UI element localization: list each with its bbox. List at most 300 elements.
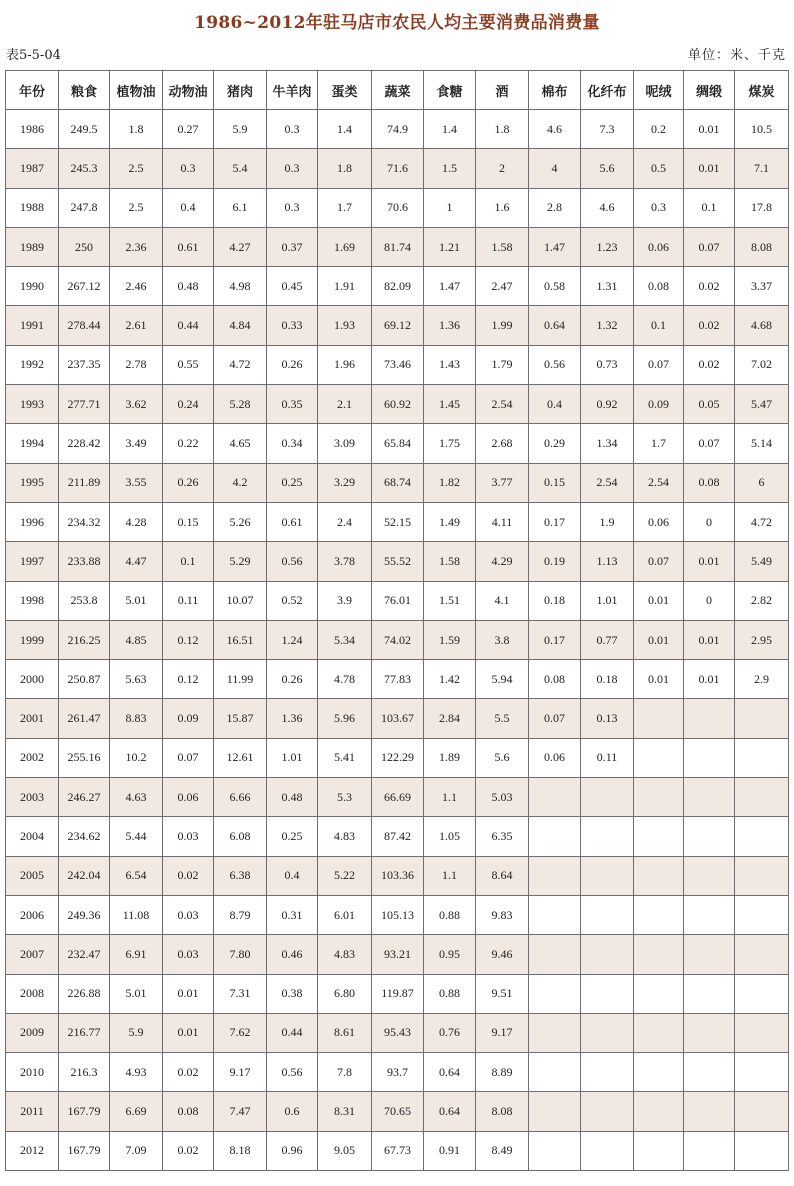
table-cell: 7.47 — [214, 1092, 267, 1131]
table-cell: 0.58 — [529, 267, 581, 306]
table-cell: 1.58 — [476, 227, 529, 266]
year-cell: 1991 — [6, 306, 59, 345]
table-cell — [735, 1053, 789, 1092]
table-cell: 95.43 — [372, 1013, 424, 1052]
table-cell: 1.31 — [581, 267, 634, 306]
table-cell — [634, 1092, 684, 1131]
table-row — [6, 778, 789, 817]
table-cell: 0.37 — [267, 227, 318, 266]
table-cell: 216.3 — [59, 1053, 110, 1092]
table-cell: 0.01 — [684, 542, 735, 581]
table-cell: 4.72 — [214, 345, 267, 384]
table-cell: 4.27 — [214, 227, 267, 266]
table-cell: 0.35 — [267, 385, 318, 424]
table-cell: 0.01 — [684, 149, 735, 188]
table-cell — [634, 738, 684, 777]
table-cell: 237.35 — [59, 345, 110, 384]
table-cell — [684, 699, 735, 738]
table-cell: 76.01 — [372, 581, 424, 620]
table-cell — [529, 1092, 581, 1131]
table-cell — [634, 1013, 684, 1052]
table-cell: 0.3 — [163, 149, 214, 188]
table-cell: 8.08 — [735, 227, 789, 266]
table-cell: 2 — [476, 149, 529, 188]
table-cell: 0.09 — [634, 385, 684, 424]
table-cell: 0.11 — [581, 738, 634, 777]
table-cell: 69.12 — [372, 306, 424, 345]
year-cell: 1989 — [6, 227, 59, 266]
table-cell: 0.06 — [529, 738, 581, 777]
table-cell: 2.46 — [110, 267, 163, 306]
table-cell: 0.15 — [529, 463, 581, 502]
table-cell: 0.1 — [684, 188, 735, 227]
table-cell: 0.06 — [634, 227, 684, 266]
table-cell: 2.78 — [110, 345, 163, 384]
column-header: 棉布 — [529, 71, 581, 110]
table-cell: 1.45 — [424, 385, 476, 424]
table-cell: 5.49 — [735, 542, 789, 581]
table-cell: 73.46 — [372, 345, 424, 384]
table-cell: 1.59 — [424, 620, 476, 659]
table-cell: 0.4 — [163, 188, 214, 227]
table-cell: 0.88 — [424, 895, 476, 934]
table-cell: 1.21 — [424, 227, 476, 266]
header-row — [6, 71, 789, 110]
table-cell — [735, 856, 789, 895]
table-cell: 6.69 — [110, 1092, 163, 1131]
table-cell: 3.8 — [476, 620, 529, 659]
table-cell: 1.24 — [267, 620, 318, 659]
column-header: 植物油 — [110, 71, 163, 110]
table-cell: 0.06 — [634, 502, 684, 541]
table-cell: 0.01 — [634, 660, 684, 699]
table-cell: 255.16 — [59, 738, 110, 777]
table-cell: 0 — [684, 581, 735, 620]
table-cell: 74.9 — [372, 110, 424, 149]
table-cell: 249.36 — [59, 895, 110, 934]
table-cell: 8.83 — [110, 699, 163, 738]
year-cell: 1996 — [6, 502, 59, 541]
table-cell: 0.01 — [163, 974, 214, 1013]
table-cell: 249.5 — [59, 110, 110, 149]
column-header: 化纤布 — [581, 71, 634, 110]
table-cell — [634, 1053, 684, 1092]
table-cell — [684, 974, 735, 1013]
table-cell: 0.5 — [634, 149, 684, 188]
table-cell: 6.01 — [318, 895, 372, 934]
table-cell: 6.91 — [110, 935, 163, 974]
table-cell: 0.07 — [634, 345, 684, 384]
column-header: 蛋类 — [318, 71, 372, 110]
table-cell: 5.47 — [735, 385, 789, 424]
year-cell: 1986 — [6, 110, 59, 149]
table-cell: 67.73 — [372, 1131, 424, 1170]
page-title: 1986~2012年驻马店市农民人均主要消费品消费量 — [194, 13, 600, 33]
column-header: 蔬菜 — [372, 71, 424, 110]
table-cell: 1.99 — [476, 306, 529, 345]
table-cell: 55.52 — [372, 542, 424, 581]
table-cell: 1.79 — [476, 345, 529, 384]
table-cell: 7.3 — [581, 110, 634, 149]
table-cell — [735, 1013, 789, 1052]
table-cell: 0.4 — [267, 856, 318, 895]
table-cell — [581, 856, 634, 895]
table-cell: 1.91 — [318, 267, 372, 306]
table-cell: 0.01 — [163, 1013, 214, 1052]
table-cell: 9.46 — [476, 935, 529, 974]
table-cell: 0.18 — [529, 581, 581, 620]
table-cell: 0.19 — [529, 542, 581, 581]
year-cell: 2002 — [6, 738, 59, 777]
table-cell: 1.93 — [318, 306, 372, 345]
table-cell: 3.49 — [110, 424, 163, 463]
table-cell: 8.31 — [318, 1092, 372, 1131]
table-cell: 5.6 — [581, 149, 634, 188]
table-cell: 0.1 — [634, 306, 684, 345]
table-cell: 0.91 — [424, 1131, 476, 1170]
table-cell: 0.48 — [267, 778, 318, 817]
table-cell: 3.55 — [110, 463, 163, 502]
table-cell: 5.44 — [110, 817, 163, 856]
table-row — [6, 817, 789, 856]
table-cell: 1.36 — [267, 699, 318, 738]
table-cell: 0.64 — [424, 1092, 476, 1131]
table-cell: 5.5 — [476, 699, 529, 738]
table-cell: 0.08 — [684, 463, 735, 502]
table-cell: 1.8 — [476, 110, 529, 149]
table-cell: 0.02 — [163, 1053, 214, 1092]
table-cell: 70.6 — [372, 188, 424, 227]
table-body — [6, 110, 789, 1171]
table-cell: 0.09 — [163, 699, 214, 738]
table-cell: 1.47 — [529, 227, 581, 266]
table-row — [6, 306, 789, 345]
table-cell: 4.84 — [214, 306, 267, 345]
table-cell: 234.32 — [59, 502, 110, 541]
table-cell: 1.47 — [424, 267, 476, 306]
table-cell: 4.72 — [735, 502, 789, 541]
table-cell: 0.02 — [684, 306, 735, 345]
table-cell: 6 — [735, 463, 789, 502]
table-cell: 277.71 — [59, 385, 110, 424]
table-cell: 1.01 — [581, 581, 634, 620]
table-cell: 0.06 — [163, 778, 214, 817]
table-cell: 246.27 — [59, 778, 110, 817]
column-header: 猪肉 — [214, 71, 267, 110]
table-cell: 103.36 — [372, 856, 424, 895]
table-cell — [581, 1013, 634, 1052]
table-cell: 17.8 — [735, 188, 789, 227]
table-cell: 0.02 — [163, 856, 214, 895]
table-cell — [684, 856, 735, 895]
table-cell: 1.8 — [110, 110, 163, 149]
table-cell: 0.01 — [684, 620, 735, 659]
table-cell: 2.61 — [110, 306, 163, 345]
table-cell: 4.28 — [110, 502, 163, 541]
table-cell: 66.69 — [372, 778, 424, 817]
table-cell: 0.88 — [424, 974, 476, 1013]
table-cell: 4.1 — [476, 581, 529, 620]
table-cell: 0.3 — [634, 188, 684, 227]
table-row — [6, 502, 789, 541]
table-cell: 0.55 — [163, 345, 214, 384]
year-cell: 2010 — [6, 1053, 59, 1092]
table-cell: 5.6 — [476, 738, 529, 777]
table-cell: 253.8 — [59, 581, 110, 620]
table-cell: 0.64 — [424, 1053, 476, 1092]
table-cell: 234.62 — [59, 817, 110, 856]
table-cell: 0.01 — [634, 581, 684, 620]
table-cell: 0.25 — [267, 463, 318, 502]
year-cell: 2000 — [6, 660, 59, 699]
table-cell: 5.03 — [476, 778, 529, 817]
table-cell: 1.34 — [581, 424, 634, 463]
table-cell: 4.63 — [110, 778, 163, 817]
table-cell: 4.78 — [318, 660, 372, 699]
table-row — [6, 1053, 789, 1092]
table-cell — [634, 856, 684, 895]
table-row — [6, 385, 789, 424]
table-cell — [735, 935, 789, 974]
table-cell — [581, 1092, 634, 1131]
table-row — [6, 110, 789, 149]
column-header: 食糖 — [424, 71, 476, 110]
table-cell — [529, 1131, 581, 1170]
table-cell: 4.83 — [318, 935, 372, 974]
year-cell: 2012 — [6, 1131, 59, 1170]
table-cell — [581, 1053, 634, 1092]
table-row — [6, 542, 789, 581]
table-cell — [581, 895, 634, 934]
table-cell — [581, 974, 634, 1013]
table-row — [6, 699, 789, 738]
table-cell: 8.61 — [318, 1013, 372, 1052]
table-cell: 0.02 — [163, 1131, 214, 1170]
table-cell — [634, 699, 684, 738]
table-cell: 0.45 — [267, 267, 318, 306]
table-cell: 167.79 — [59, 1092, 110, 1131]
table-cell: 0.44 — [267, 1013, 318, 1052]
table-cell: 6.35 — [476, 817, 529, 856]
table-cell: 93.7 — [372, 1053, 424, 1092]
table-cell: 0.25 — [267, 817, 318, 856]
table-cell: 0.03 — [163, 895, 214, 934]
table-cell: 103.67 — [372, 699, 424, 738]
table-cell: 10.5 — [735, 110, 789, 149]
table-cell: 1.13 — [581, 542, 634, 581]
table-row — [6, 424, 789, 463]
table-cell: 5.01 — [110, 974, 163, 1013]
table-cell — [735, 895, 789, 934]
table-cell: 1.7 — [634, 424, 684, 463]
table-cell: 0.56 — [267, 1053, 318, 1092]
table-cell: 82.09 — [372, 267, 424, 306]
table-cell: 0.77 — [581, 620, 634, 659]
table-cell: 68.74 — [372, 463, 424, 502]
year-cell: 2004 — [6, 817, 59, 856]
table-row — [6, 895, 789, 934]
table-cell: 0.02 — [684, 267, 735, 306]
table-cell: 228.42 — [59, 424, 110, 463]
table-cell: 0.01 — [634, 620, 684, 659]
table-cell: 2.8 — [529, 188, 581, 227]
column-header: 年份 — [6, 71, 59, 110]
table-cell: 8.79 — [214, 895, 267, 934]
table-cell: 1.8 — [318, 149, 372, 188]
table-cell — [735, 738, 789, 777]
table-cell: 1.49 — [424, 502, 476, 541]
table-cell: 0 — [684, 502, 735, 541]
table-row — [6, 856, 789, 895]
table-cell: 1.4 — [424, 110, 476, 149]
table-cell — [634, 817, 684, 856]
table-cell: 250 — [59, 227, 110, 266]
year-cell: 1993 — [6, 385, 59, 424]
table-cell: 122.29 — [372, 738, 424, 777]
column-header: 动物油 — [163, 71, 214, 110]
table-cell: 1.69 — [318, 227, 372, 266]
table-cell: 5.3 — [318, 778, 372, 817]
table-row — [6, 188, 789, 227]
year-cell: 1994 — [6, 424, 59, 463]
table-row — [6, 1131, 789, 1170]
table-cell: 5.9 — [214, 110, 267, 149]
table-id: 表5-5-04 — [6, 48, 61, 63]
table-cell — [581, 778, 634, 817]
table-cell: 10.2 — [110, 738, 163, 777]
table-cell: 11.08 — [110, 895, 163, 934]
table-cell: 1.36 — [424, 306, 476, 345]
table-cell: 2.95 — [735, 620, 789, 659]
table-cell — [634, 974, 684, 1013]
table-row — [6, 1013, 789, 1052]
table-cell: 0.02 — [684, 345, 735, 384]
year-cell: 2001 — [6, 699, 59, 738]
table-cell: 242.04 — [59, 856, 110, 895]
table-cell: 7.62 — [214, 1013, 267, 1052]
table-row — [6, 149, 789, 188]
table-cell: 0.29 — [529, 424, 581, 463]
table-cell: 2.54 — [634, 463, 684, 502]
table-cell: 6.66 — [214, 778, 267, 817]
year-cell: 2006 — [6, 895, 59, 934]
table-cell: 7.09 — [110, 1131, 163, 1170]
table-cell — [581, 935, 634, 974]
table-cell — [634, 778, 684, 817]
table-cell: 0.64 — [529, 306, 581, 345]
table-cell: 4.2 — [214, 463, 267, 502]
table-cell: 3.09 — [318, 424, 372, 463]
year-cell: 2009 — [6, 1013, 59, 1052]
table-cell: 2.68 — [476, 424, 529, 463]
table-cell: 0.96 — [267, 1131, 318, 1170]
table-cell: 4.47 — [110, 542, 163, 581]
table-cell: 216.25 — [59, 620, 110, 659]
table-cell — [684, 817, 735, 856]
table-cell — [529, 974, 581, 1013]
table-cell: 0.07 — [163, 738, 214, 777]
table-cell: 9.17 — [476, 1013, 529, 1052]
table-cell: 0.08 — [634, 267, 684, 306]
year-cell: 1999 — [6, 620, 59, 659]
table-cell: 0.11 — [163, 581, 214, 620]
table-cell: 278.44 — [59, 306, 110, 345]
table-cell: 167.79 — [59, 1131, 110, 1170]
table-cell: 216.77 — [59, 1013, 110, 1052]
table-cell: 7.02 — [735, 345, 789, 384]
table-cell: 3.9 — [318, 581, 372, 620]
table-cell: 6.38 — [214, 856, 267, 895]
table-cell: 0.4 — [529, 385, 581, 424]
table-cell: 1.32 — [581, 306, 634, 345]
table-row — [6, 974, 789, 1013]
table-cell: 4 — [529, 149, 581, 188]
table-cell: 2.84 — [424, 699, 476, 738]
table-cell: 1.89 — [424, 738, 476, 777]
table-cell: 0.3 — [267, 110, 318, 149]
table-cell: 1.43 — [424, 345, 476, 384]
table-cell: 3.78 — [318, 542, 372, 581]
table-cell: 233.88 — [59, 542, 110, 581]
table-cell: 1.42 — [424, 660, 476, 699]
table-cell: 0.01 — [684, 660, 735, 699]
year-cell: 1997 — [6, 542, 59, 581]
table-cell — [735, 778, 789, 817]
table-cell: 0.12 — [163, 620, 214, 659]
table-cell: 4.65 — [214, 424, 267, 463]
table-cell: 0.33 — [267, 306, 318, 345]
table-cell: 65.84 — [372, 424, 424, 463]
table-cell — [529, 817, 581, 856]
table-row — [6, 935, 789, 974]
column-header: 呢绒 — [634, 71, 684, 110]
table-cell: 0.1 — [163, 542, 214, 581]
table-cell: 119.87 — [372, 974, 424, 1013]
table-row — [6, 345, 789, 384]
table-cell — [735, 817, 789, 856]
table-cell — [684, 738, 735, 777]
table-cell: 81.74 — [372, 227, 424, 266]
table-cell: 6.1 — [214, 188, 267, 227]
table-cell: 1.01 — [267, 738, 318, 777]
table-cell: 4.11 — [476, 502, 529, 541]
table-cell: 4.68 — [735, 306, 789, 345]
table-cell: 0.61 — [163, 227, 214, 266]
table-cell — [684, 1053, 735, 1092]
table-cell: 11.99 — [214, 660, 267, 699]
table-cell: 5.01 — [110, 581, 163, 620]
year-cell: 2007 — [6, 935, 59, 974]
table-cell: 87.42 — [372, 817, 424, 856]
table-cell — [634, 1131, 684, 1170]
table-cell — [684, 778, 735, 817]
table-cell: 3.29 — [318, 463, 372, 502]
table-cell — [735, 974, 789, 1013]
table-cell: 4.29 — [476, 542, 529, 581]
table-row — [6, 463, 789, 502]
table-cell: 5.63 — [110, 660, 163, 699]
table-cell: 5.22 — [318, 856, 372, 895]
table-cell: 3.37 — [735, 267, 789, 306]
table-row — [6, 620, 789, 659]
table-cell: 4.93 — [110, 1053, 163, 1092]
table-cell: 8.49 — [476, 1131, 529, 1170]
year-cell: 2003 — [6, 778, 59, 817]
table-cell: 0.52 — [267, 581, 318, 620]
table-cell: 71.6 — [372, 149, 424, 188]
table-cell: 2.54 — [581, 463, 634, 502]
table-cell: 0.22 — [163, 424, 214, 463]
